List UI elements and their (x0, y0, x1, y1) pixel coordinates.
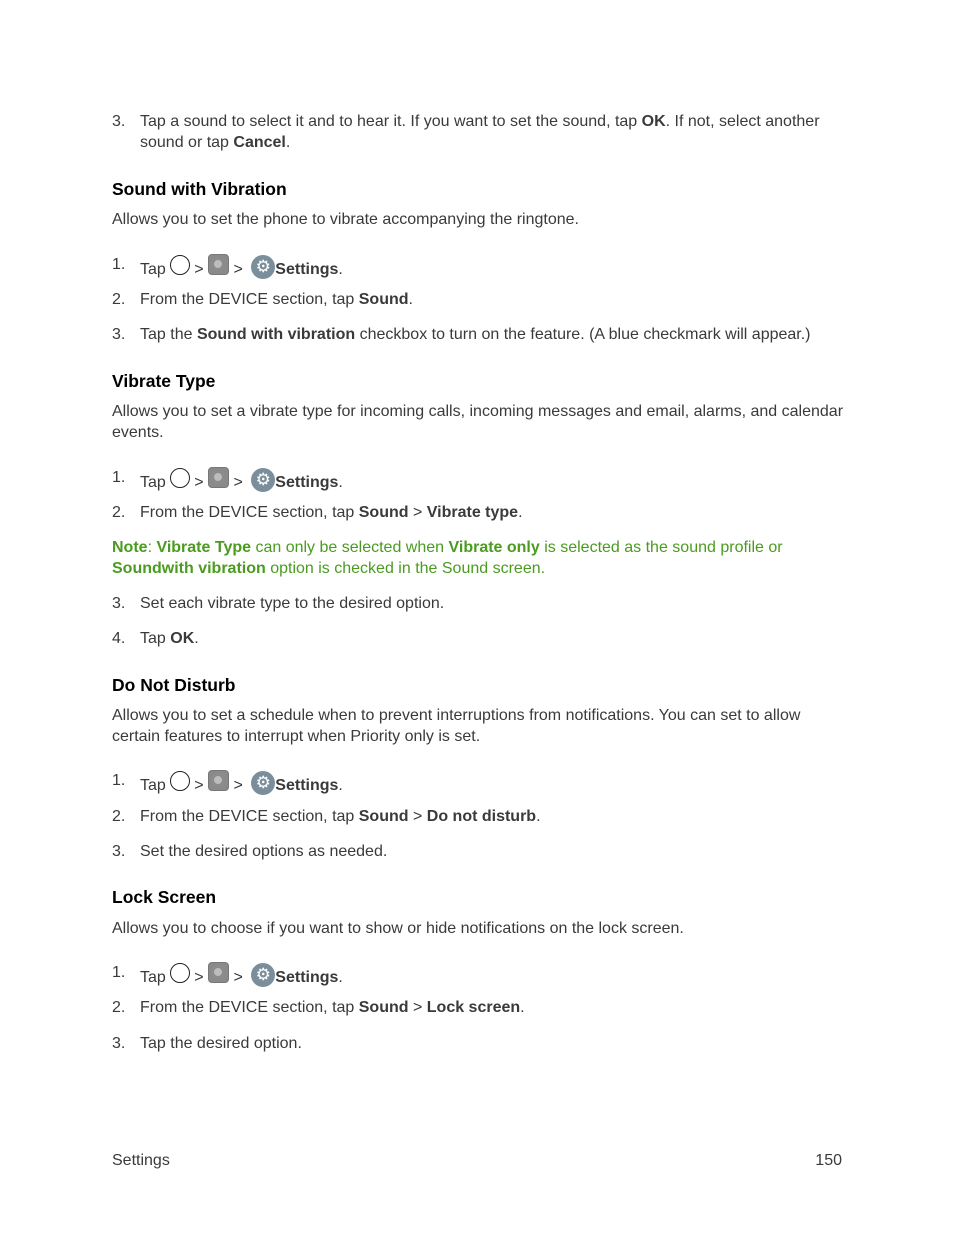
home-icon (170, 771, 190, 791)
heading-vibrate-type: Vibrate Type (112, 371, 216, 391)
step-number: 3. (112, 113, 126, 130)
description: Allows you to set a schedule when to prevent interruptions from notifications. You can set to allow certain features to interrupt when Priority only is set. (112, 707, 801, 745)
description: Allows you to set the phone to vibrate accompanying the ringtone. (112, 211, 579, 228)
settings-gear-icon: ⚙ (251, 771, 275, 795)
note: Note: Vibrate Type can only be selected when Vibrate only is selected as the sound profile or Soundwith vibration option is checked in the Sound screen. (112, 539, 783, 577)
settings-gear-icon: ⚙ (251, 255, 275, 279)
ok-label: OK (641, 113, 666, 130)
settings-gear-icon: ⚙ (251, 468, 275, 492)
home-icon (170, 255, 190, 275)
heading-sound-with-vibration: Sound with Vibration (112, 179, 287, 199)
description: Allows you to set a vibrate type for incoming calls, incoming messages and email, alarms, and calendar events. (112, 403, 844, 441)
footer-page-number: 150 (815, 1152, 842, 1169)
apps-icon (208, 467, 229, 488)
cancel-label: Cancel (233, 134, 286, 151)
step-text: Tap a sound to select it and to hear it. If you want to set the sound, tap OK. If not, select another sound or tap Cancel. (140, 113, 820, 151)
home-icon (170, 468, 190, 488)
home-icon (170, 963, 190, 983)
settings-gear-icon: ⚙ (251, 963, 275, 987)
heading-lock-screen: Lock Screen (112, 887, 217, 907)
apps-icon (208, 770, 229, 791)
heading-do-not-disturb: Do Not Disturb (112, 675, 236, 695)
apps-icon (208, 254, 229, 275)
description: Allows you to choose if you want to show or hide notifications on the lock screen. (112, 920, 684, 937)
note-label: Note (112, 539, 148, 556)
apps-icon (208, 962, 229, 983)
footer-section-name: Settings (112, 1152, 170, 1169)
